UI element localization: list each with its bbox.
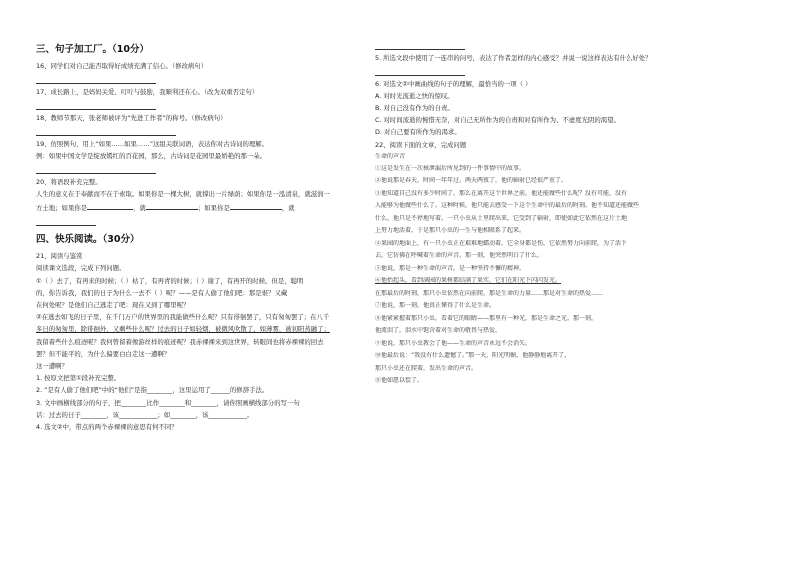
story-p11: ⑪他如愿以偿了。 xyxy=(375,377,424,385)
answer-line-18[interactable] xyxy=(36,126,176,136)
q20-blank-1[interactable] xyxy=(87,202,133,210)
story-p1: ①这是发生在一次核泄漏后所见到的一件事情中的故事。 xyxy=(375,164,526,172)
story-p4-b: 去。它仿佛在呼喊着生命的声音。那一刻，他突然明白了什么。 xyxy=(375,252,544,260)
story-p3-b: 人能够为他做些什么了。这种时候，他只能去感受一下这个生命中的最后的时刻。他不知道还能做些 xyxy=(375,202,640,210)
q21-intro: 阅读课文选段，完成下列问题。 xyxy=(36,264,126,273)
sub-question-6: 6. 对选文②中画曲线的句子的理解，最恰当的一项（ ） xyxy=(375,79,532,88)
question-22: 22、阅读下面的文章，完成问题 xyxy=(375,140,467,149)
passage-p2-c: 我留着些什么痕迹呢？我何曾留着像游丝样的痕迹呢？我赤裸裸来到这世界，转眼间也将赤裸裸的回去 xyxy=(36,337,324,346)
option-c[interactable]: C. 对时间流逝的惋惜无奈，对自己无所作为的自责和对有所作为、不虚度光阴的渴望。 xyxy=(375,116,620,125)
story-p8-b: 他流泪了，泪水中饱含着对生命的敬畏与热爱。 xyxy=(375,327,502,335)
q20-blank-4[interactable] xyxy=(36,216,96,226)
question-20: 20、将语段补充完整。 xyxy=(36,177,102,186)
answer-line-top[interactable] xyxy=(375,40,465,50)
sub-question-4: 4. 选文②中，带点的两个赤裸裸的意思有何不同？ xyxy=(36,422,178,431)
question-20-text-b xyxy=(36,202,366,213)
sub-question-3b: 话：过去的日子________，该____________；如________，该____________。 xyxy=(36,410,254,419)
answer-line-16[interactable] xyxy=(36,74,156,84)
q20-blank-2[interactable] xyxy=(146,202,198,210)
story-title: 生命的声音 xyxy=(375,152,406,160)
passage-p2-d: 罢？但不能平的，为什么偏要白白走这一遭啊？ xyxy=(36,349,171,358)
section-4-title: 四、快乐阅读。（30分） xyxy=(36,234,140,246)
story-p5: ⑤他说，那是一种生命的声音，是一种坚持不懈的精神。 xyxy=(375,264,526,272)
option-d[interactable]: D. 对自己要有所作为的渴求。 xyxy=(375,128,461,137)
q20-blank-3[interactable] xyxy=(230,202,282,210)
q20-part-2: ，就 xyxy=(133,204,146,213)
sub-question-2: 2. “是有人偷了他们吧”中的“他们”是指________，这里运用了______的修辞手法。 xyxy=(36,386,269,395)
passage-p2-a: ②在逃去如飞的日子里，在千门万户的世界里的我能做些什么呢？只有徘徊罢了，只有匆匆罢了；在八千 xyxy=(36,313,330,322)
passage-p1-c: 在何处呢？是他们自己逃走了吧：现在又到了哪里呢？ xyxy=(36,301,190,309)
question-21: 21、阅读与鉴赏 xyxy=(36,252,83,261)
story-p4-a: ④果园的地面上，有一只小虫正在艰难地蠕动着。它全身都是伤，它依然努力向前爬，为了活下 xyxy=(375,239,628,247)
q20-part-3: ；如果你是 xyxy=(197,204,230,213)
question-17: 17、成长路上，是妈妈关爱、叮咛与鼓励，我顺利还在心。（改为双重否定句） xyxy=(36,87,259,96)
sub-question-1: 1. 按原文把第①段补充完整。 xyxy=(36,374,121,383)
right-column xyxy=(375,40,759,390)
answer-line-19[interactable] xyxy=(36,164,156,174)
story-p8-a: ⑧他紧紧握着那只小虫，看着它的眼睛——那里有一种光，那是生命之光。那一刻， xyxy=(375,314,598,322)
q20-part-4: ，就 xyxy=(281,204,295,213)
passage-p2-b: 多日的匆匆里，除徘徊外，又剩些什么呢？过去的日子如轻烟，被微风吹散了，如薄雾，被初阳蒸融了； xyxy=(36,325,330,334)
sub-question-3: 3. 文中画横线部分的句子，把________比作________和________，请你照画横线部分的写一句 xyxy=(36,398,300,407)
question-18: 18、教师节那天，张老师被评为“先进工作者”的称号。（修改病句） xyxy=(36,113,227,122)
option-b[interactable]: B. 对自己没有作为的自责。 xyxy=(375,103,454,112)
answer-line-17[interactable] xyxy=(36,100,156,110)
answer-line-5[interactable] xyxy=(375,66,465,76)
story-p3-d: 上努力地活着，于是那只小虫的一生与他相联系了起来。 xyxy=(375,227,526,235)
passage-p2-e: 这一遭啊？ xyxy=(36,361,68,370)
story-p3-c: 什么，他只是不停地写着。一只小虫从土里爬出来，它受到了辐射，即使如此它依然在这片土地 xyxy=(375,214,628,222)
left-column xyxy=(36,44,366,435)
passage-p1-a: ①（ ）去了，有再来的时候；（ ）枯了，有再青的时候；（ ）谢了，有再开的时候。但是，聪明 xyxy=(36,276,304,285)
question-19-instruction: 19、仿照例句，用上“如果……如果……”这组关联词语，表达你对古诗词的理解。 xyxy=(36,139,269,148)
question-16: 16、同学们对自己能否取得好成绩充满了信心。（修改病句） xyxy=(36,62,208,70)
story-p2: ②他说那是春天，时间一年年过。两天两夜了，他的辐射已经很严重了。 xyxy=(375,177,568,185)
option-a[interactable]: A. 对时光流逝之快的惊叹。 xyxy=(375,91,454,100)
question-20-text-a: 人生的意义在于奉献而不在于索取。如果你是一棵大树，就撑出一片绿荫；如果你是一泓清泉，就滋润一 xyxy=(36,189,330,198)
story-p10-a: ⑩他最后说：“我没有什么遗憾了。”那一天，阳光明媚，他静静地离开了， xyxy=(375,352,571,360)
story-p3-a: ③他知道自己没有多少时间了，那么在离开这个世界之前，他还能做些什么呢？没有可能，没有 xyxy=(375,189,628,197)
passage-p1-b: 的，你告诉我，我们的日子为什么一去不（ ）呢？——是有人偷了他们吧：那是谁？又藏 xyxy=(36,288,288,297)
story-p7: ⑦他说，那一刻，他真正懂得了什么是生命。 xyxy=(375,302,496,310)
sub-question-5: 5. 所选文段中使用了一连串的问号，表达了作者怎样的内心感受？并说一说这样表达有什么好处？ xyxy=(375,53,652,62)
story-p6-b: 在那最后的时刻，那只小虫依然在向前爬，那是生命的力量……那是对生命的热爱…… xyxy=(375,289,604,297)
story-p10-b: 那只小虫还在爬着，发出生命的声音。 xyxy=(375,364,478,372)
q20-part-1: 方土地；如果你是 xyxy=(36,204,88,213)
story-p9: ⑨他说，那只小虫教会了他——生命的声音永远不会消失。 xyxy=(375,339,532,347)
section-3-title: 三、句子加工厂。（10分） xyxy=(36,44,149,55)
story-p6-a: ⑥他抬起头，看到满园的果树都结满了果实，它们在阳光下闪闪发光。 xyxy=(375,277,562,285)
question-19-example: 例：如果中国文学是绽放嫣红的百花园，那么，古诗词是花园里最娇艳的那一朵。 xyxy=(36,151,267,160)
